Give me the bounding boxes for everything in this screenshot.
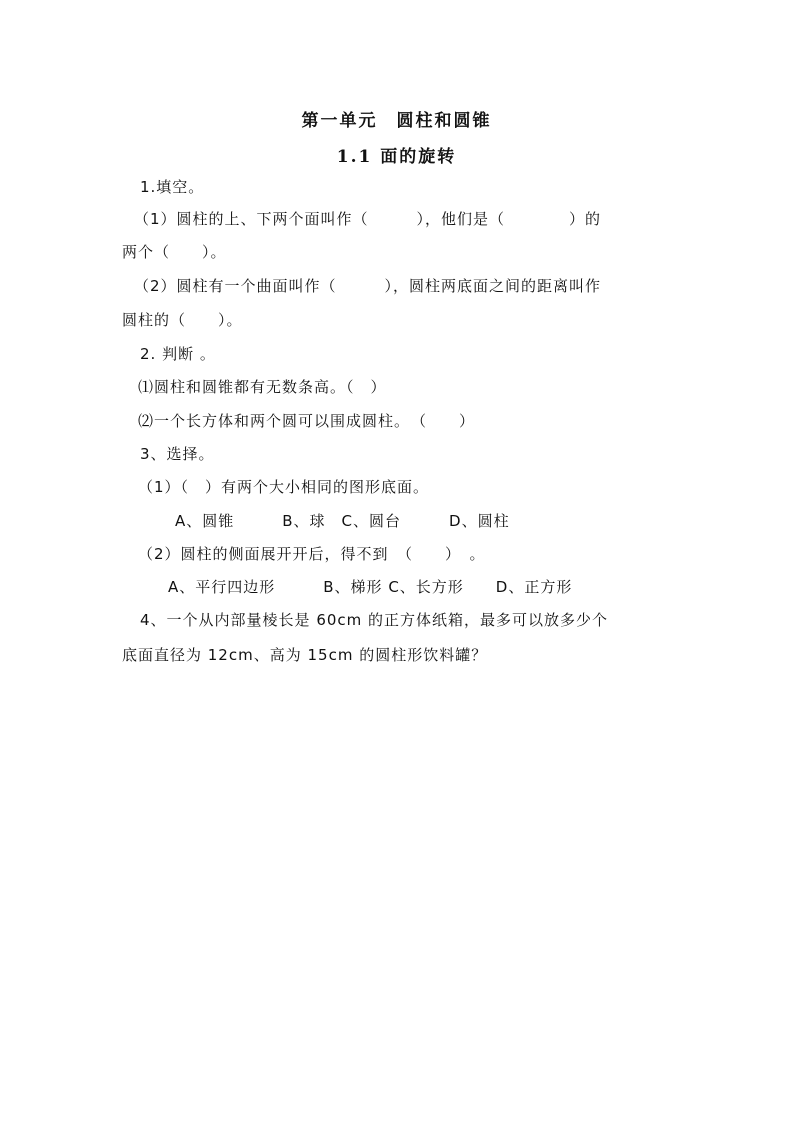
choose-question-2: （2）圆柱的侧面展开开后，得不到 （ ） 。 — [138, 545, 486, 563]
judge-question-1: ⑴圆柱和圆锥都有无数条高。（ ） — [138, 378, 387, 396]
fill-question-1-line-1: （1）圆柱的上、下两个面叫作（ ），他们是（ ）的 — [134, 210, 602, 228]
judge-question-2: ⑵一个长方体和两个圆可以围成圆柱。 （ ） — [138, 412, 476, 430]
choose-heading: 3、选择。 — [140, 445, 215, 463]
fill-question-2-line-1: （2）圆柱有一个曲面叫作（ ），圆柱两底面之间的距离叫作 — [134, 277, 602, 295]
unit-title: 第一单元 圆柱和圆锥 — [301, 111, 492, 131]
judge-heading: 2. 判断 。 — [140, 345, 216, 363]
lesson-title: 1.1 面的旋转 — [336, 147, 457, 167]
fill-question-1-line-2: 两个（ ）。 — [122, 243, 227, 261]
choose-question-1: （1）（ ）有两个大小相同的图形底面。 — [138, 478, 430, 496]
choose-question-1-options: A、圆锥 B、球 C、圆台 D、圆柱 — [175, 512, 510, 530]
choose-question-2-options: A、平行四边形 B、梯形 C、长方形 D、正方形 — [168, 578, 573, 596]
fill-heading: 1.填空。 — [140, 178, 205, 196]
fill-question-2-line-2: 圆柱的（ ）。 — [122, 311, 243, 329]
word-problem-line-1: 4、一个从内部量棱长是 60cm 的正方体纸箱，最多可以放多少个 — [140, 611, 609, 629]
word-problem-line-2: 底面直径为 12cm、高为 15cm 的圆柱形饮料罐？ — [122, 646, 488, 664]
